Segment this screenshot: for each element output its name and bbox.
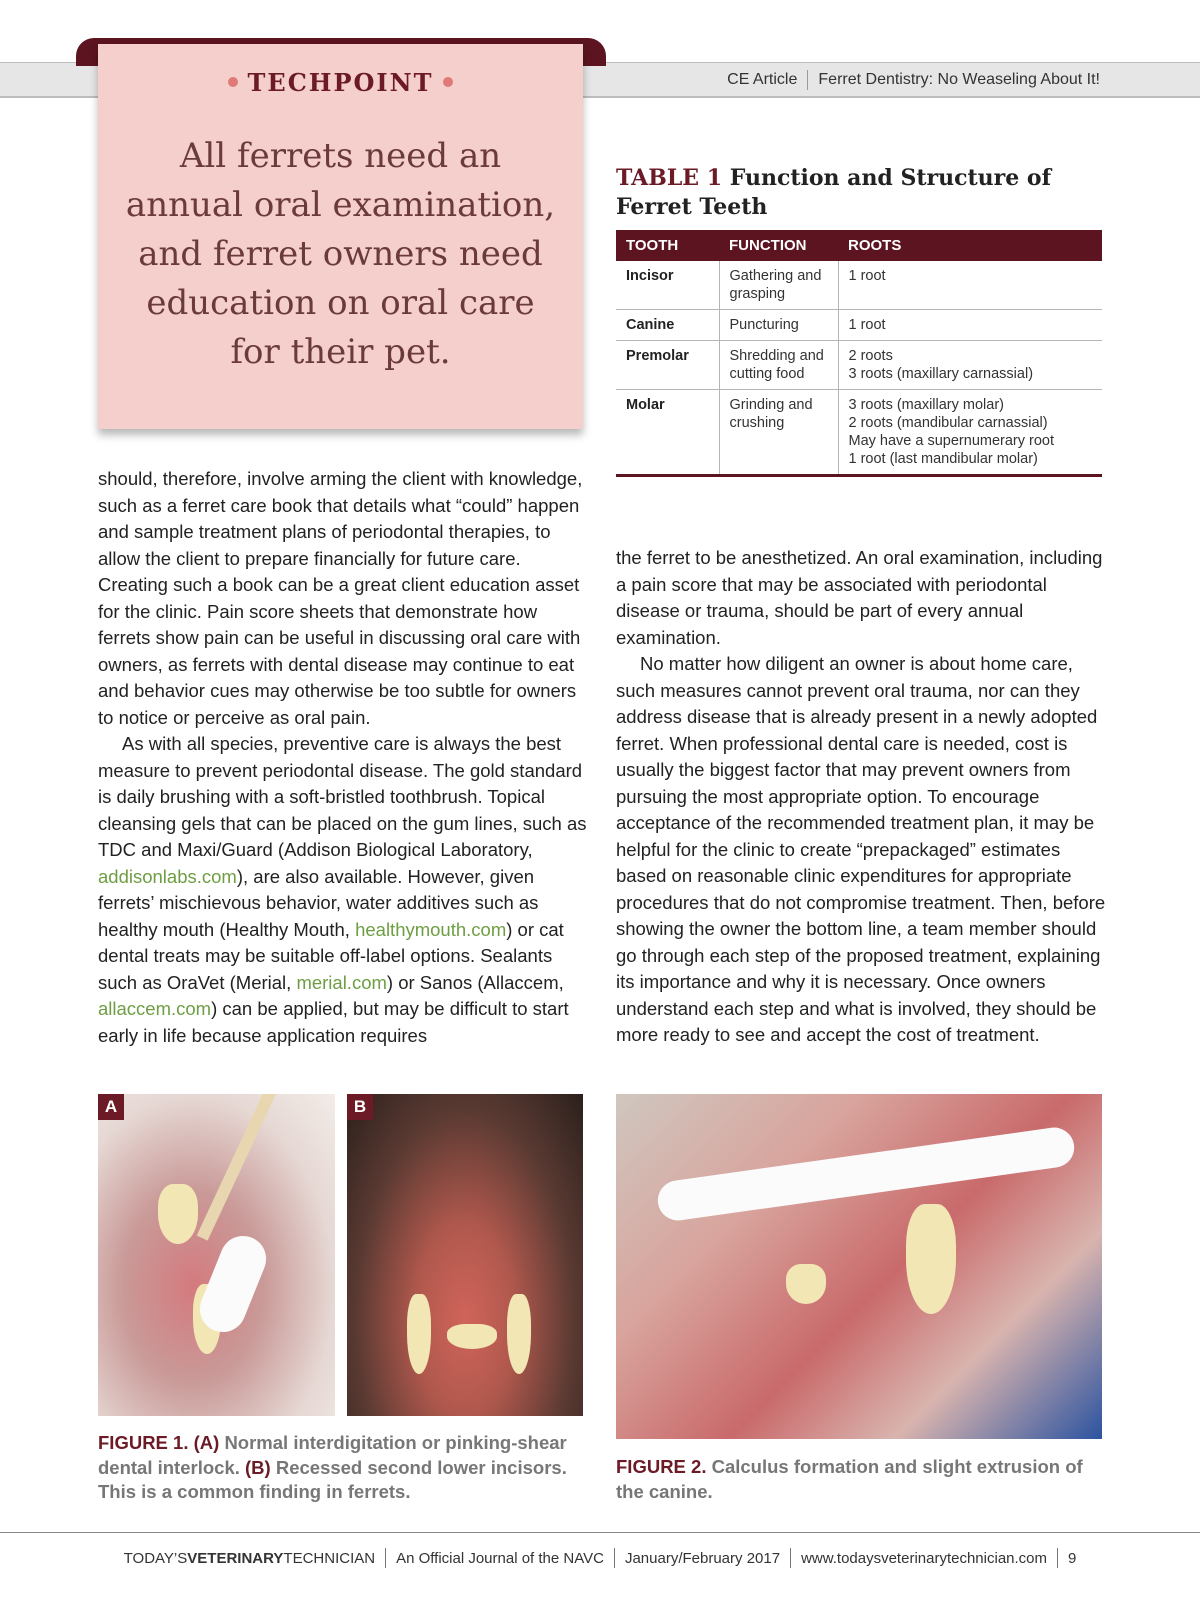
text-run: ) can be applied, but may be difficult to start early in life because application requires	[98, 998, 569, 1046]
tooth-cell: Incisor	[616, 261, 719, 310]
table-title	[616, 164, 1106, 222]
link-merial[interactable]: merial.com	[296, 971, 387, 993]
tooth-illustration	[786, 1264, 826, 1304]
techpoint-callout	[98, 44, 583, 429]
journal-url[interactable]: www.todaysveterinarytechnician.com	[801, 1549, 1048, 1567]
table-header-row	[616, 230, 1102, 261]
caption-text: Recessed second lower incisors. This is a common finding in ferrets.	[98, 1456, 567, 1502]
figure2-caption	[616, 1455, 1086, 1504]
footer-rule	[0, 1532, 1200, 1533]
text-run: ), are also available. However, given ferrets’ mischievous behavior, water additives such as healthy mouth (Healthy Mouth,	[98, 865, 539, 940]
footer-divider	[790, 1548, 791, 1568]
figure1a-photo	[98, 1094, 335, 1416]
roots-line: 1 root	[848, 268, 886, 284]
journal-name-suffix: TECHNICIAN	[283, 1549, 376, 1567]
text-run: ) or cat dental treats may be suitable off-label options. Sealants such as OraVet (Merial,	[98, 918, 564, 993]
function-cell: Shredding and cutting food	[719, 341, 838, 390]
footer-divider	[614, 1548, 615, 1568]
tooth-illustration	[447, 1324, 497, 1349]
body-column-left	[98, 466, 588, 1049]
figure-label: FIGURE 1.	[98, 1432, 189, 1453]
caption-text: Normal interdigitation or pinking-shear dental interlock.	[98, 1432, 567, 1478]
header-divider	[807, 70, 808, 90]
figure2-photo	[616, 1094, 1102, 1439]
function-cell: Grinding and crushing	[719, 390, 838, 476]
running-header	[727, 62, 1100, 98]
tooth-cell: Canine	[616, 310, 719, 341]
column-header: ROOTS	[838, 230, 1102, 261]
figure1b-photo	[347, 1094, 583, 1416]
section-label: CE Article	[727, 71, 798, 88]
roots-line: May have a supernumerary root	[848, 433, 1055, 449]
table-title-text: Function and Structure of Ferret Teeth	[616, 165, 1052, 220]
tooth-illustration	[906, 1204, 956, 1314]
journal-name-bold: VETERINARY	[187, 1549, 284, 1567]
table-number: TABLE 1	[616, 165, 723, 191]
paragraph	[98, 731, 588, 1049]
table-row	[616, 341, 1102, 390]
figure-panel-label: B	[347, 1094, 373, 1120]
techpoint-quote: All ferrets need an annual oral examination, and ferret owners need education on oral care for their pet.	[125, 136, 556, 372]
roots-cell	[838, 341, 1102, 390]
techpoint-header	[98, 68, 583, 97]
table-row	[616, 261, 1102, 310]
roots-line: 3 roots (maxillary molar)	[848, 397, 1004, 413]
panel-tag: (A)	[193, 1432, 220, 1453]
bullet-dot-icon	[443, 77, 453, 87]
swab-stick	[197, 1094, 280, 1241]
function-cell: Gathering and grasping	[719, 261, 838, 310]
roots-cell	[838, 390, 1102, 476]
function-cell: Puncturing	[719, 310, 838, 341]
link-healthymouth[interactable]: healthymouth.com	[355, 918, 507, 940]
figure-panel-label: A	[98, 1094, 124, 1120]
body-column-right	[616, 545, 1106, 1049]
roots-cell	[838, 261, 1102, 310]
tooth-illustration	[407, 1294, 431, 1374]
link-addisonlabs[interactable]: addisonlabs.com	[98, 865, 237, 887]
page-number: 9	[1068, 1549, 1077, 1567]
roots-line: 2 roots	[848, 348, 893, 364]
journal-name-prefix: TODAY’S	[123, 1549, 188, 1567]
caption-text: Calculus formation and slight extrusion of the canine.	[616, 1456, 1083, 1502]
tooth-cell: Premolar	[616, 341, 719, 390]
column-header: FUNCTION	[719, 230, 838, 261]
link-allaccem[interactable]: allaccem.com	[98, 998, 212, 1019]
issue-date: January/February 2017	[624, 1549, 781, 1567]
table-row	[616, 310, 1102, 341]
bullet-dot-icon	[228, 77, 238, 87]
swab-tip	[655, 1125, 1076, 1223]
article-title: Ferret Dentistry: No Weaseling About It!	[818, 71, 1100, 88]
text-run: ) or Sanos (Allaccem,	[386, 971, 564, 993]
figure-label: FIGURE 2.	[616, 1456, 707, 1477]
paragraph: the ferret to be anesthetized. An oral examination, including a pain score that may be associated with periodontal disease or trauma, should be part of every annual examination.	[616, 547, 1103, 648]
roots-line: 3 roots (maxillary carnassial)	[848, 366, 1034, 382]
page-footer	[0, 1548, 1200, 1568]
journal-name	[124, 1550, 375, 1567]
tooth-illustration	[507, 1294, 531, 1374]
tooth-cell: Molar	[616, 390, 719, 476]
journal-affiliation: An Official Journal of the NAVC	[396, 1549, 604, 1567]
paragraph: should, therefore, involve arming the client with knowledge, such as a ferret care book that details what “could” happen and sample treatment plans of periodontal therapies, to allow the client to prepare financially for future care. Creating such a book can be a great client education asset for the clinic. Pain score sheets that demonstrate how ferrets show pain can be useful in discussing oral care with owners, as ferrets with dental disease may continue to eat and behavior cues may otherwise be too subtle for owners to notice or perceive as oral pain.	[98, 468, 583, 728]
text-run: As with all species, preventive care is always the best measure to prevent periodontal disease. The gold standard is daily brushing with a soft-bristled toothbrush. Topical cleansing gels that can be placed on the gum lines, such as TDC and Maxi/Guard (Addison Biological Laboratory,	[98, 733, 587, 860]
roots-cell	[838, 310, 1102, 341]
techpoint-label: TECHPOINT	[247, 68, 434, 97]
footer-divider	[1057, 1548, 1058, 1568]
panel-tag: (B)	[245, 1456, 271, 1478]
footer-divider	[385, 1548, 386, 1568]
teeth-table	[616, 230, 1102, 477]
figure1-caption	[98, 1431, 588, 1505]
tooth-illustration	[158, 1184, 198, 1244]
table-row	[616, 390, 1102, 476]
paragraph: No matter how diligent an owner is about home care, such measures cannot prevent oral trauma, nor can they address disease that is already present in a newly adopted ferret. When professional dental care is needed, cost is usually the biggest factor that may prevent owners from pursuing the most appropriate option. To encourage acceptance of the recommended treatment plan, it may be helpful for the clinic to create “prepackaged” estimates based on reasonable clinic expenditures for appropriate procedures that do not compromise treatment. Then, before showing the owner the bottom line, a team member should go through each step of the proposed treatment, explaining its importance and why it is necessary. Once owners understand each step and what is involved, they should be more ready to see and accept the cost of treatment.	[616, 653, 1106, 1045]
column-header: TOOTH	[616, 230, 719, 261]
roots-line: 1 root	[848, 317, 886, 333]
roots-line: 1 root (last mandibular molar)	[848, 451, 1038, 467]
roots-line: 2 roots (mandibular carnassial)	[848, 415, 1048, 431]
